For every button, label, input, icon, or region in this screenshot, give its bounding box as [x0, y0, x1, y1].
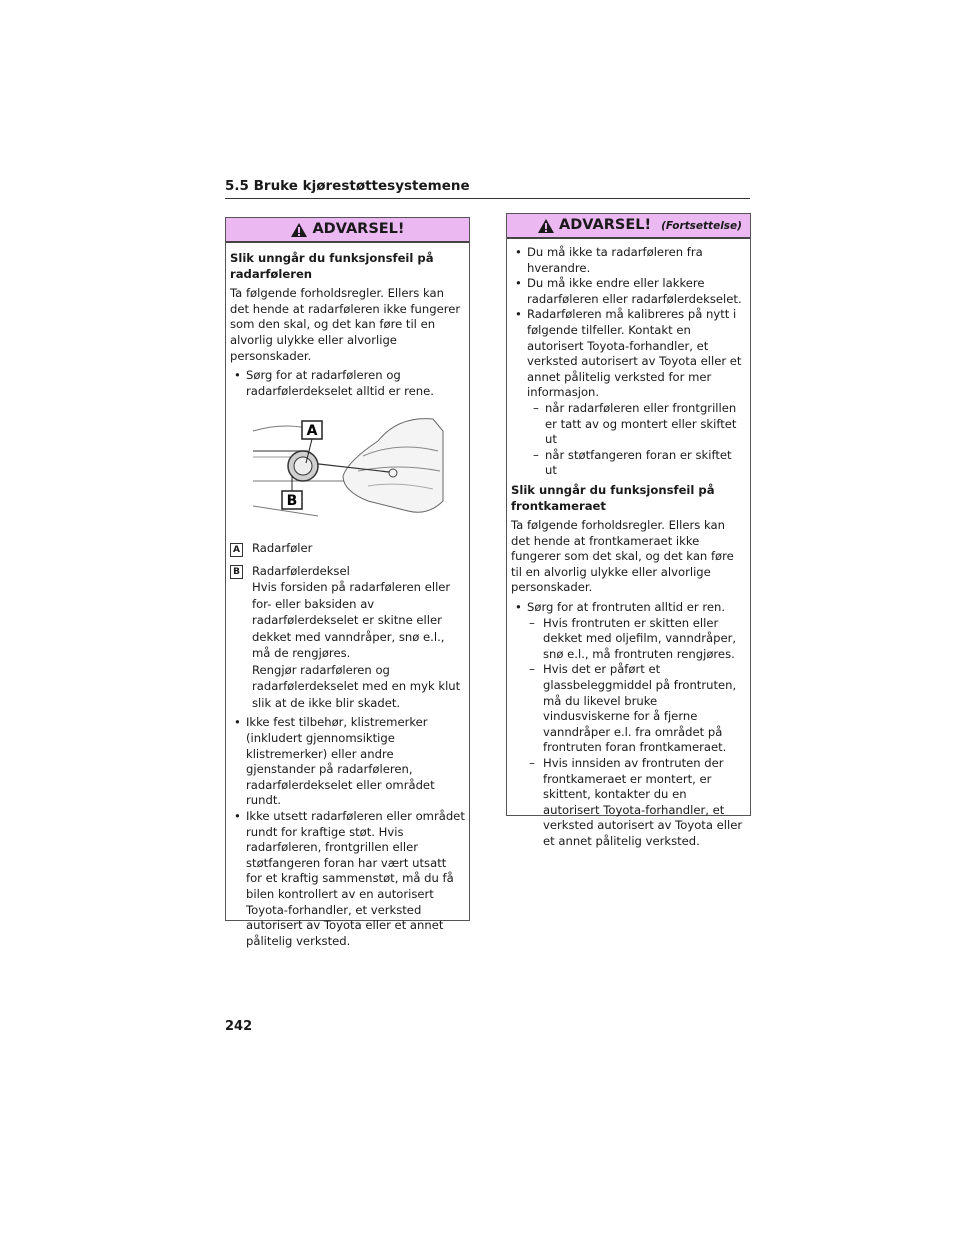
bullet-item: • Ikke fest tilbehør, klistremerker (inkludert gjennomsiktige klistremerker) eller andre gjenstander på radarføleren, radarfølerdekselet eller området rundt.	[230, 715, 465, 809]
dash-item: – Hvis innsiden av frontruten der frontkameraet er montert, er skittent, kontakter du en autorisert Toyota-forhandler, et verksted autorisert av Toyota eller et annet pålitelig verksted.	[523, 756, 746, 850]
subheading-radar: Slik unngår du funksjonsfeil på radarføleren	[230, 251, 434, 281]
warning-title: ADVARSEL!	[559, 216, 652, 233]
warning-title: ADVARSEL!	[312, 220, 405, 237]
legend-item-a	[230, 541, 465, 557]
legend-note-2: Rengjør radarføleren og radarfølerdekselet med en myk klut slik at de ikke blir skadet.	[252, 662, 461, 710]
figure-label-a: A	[306, 423, 317, 440]
continued-label: (Fortsettelse)	[661, 219, 742, 232]
figure-label-b: B	[286, 493, 297, 510]
bullet-item: • Du må ikke endre eller lakkere radarføleren eller radarfølerdekselet.	[511, 276, 746, 307]
warning-header	[226, 218, 469, 243]
warning-triangle-icon	[290, 222, 308, 238]
dash-item: – når støtfangeren foran er skiftet ut	[521, 448, 746, 479]
legend-text-a: Radarføler	[252, 541, 313, 556]
intro-text: Ta følgende forholdsregler. Ellers kan det hende at radarføleren ikke fungerer som den skal, og det kan føre til en alvorlig ulykke eller alvorlige personskader.	[230, 286, 461, 363]
radar-sensor-illustration	[248, 411, 448, 531]
warning-box-right	[506, 213, 751, 848]
legend-text-b: Radarfølerdeksel	[252, 563, 350, 578]
warning-box-left	[225, 217, 470, 948]
bullet-item: • Radarføleren må kalibreres på nytt i følgende tilfeller. Kontakt en autorisert Toyota-forhandler, et verksted autorisert av Toyota eller et annet pålitelig verksted for mer informasjon.	[511, 307, 746, 401]
bullet-item: • Du må ikke ta radarføleren fra hverandre.	[511, 245, 746, 276]
legend-note-1: Hvis forsiden på radarføleren eller for- eller baksiden av radarfølerdekselet er skitne eller dekket med vanndråper, snø e.l., må de rengjøres.	[252, 580, 451, 661]
bullet-item: • Sørg for at frontruten alltid er ren.	[511, 600, 746, 616]
section-header: 5.5 Bruke kjørestøttesystemene	[225, 178, 750, 199]
page-number: 242	[225, 1019, 253, 1034]
legend-tag-a: A	[230, 543, 243, 557]
warning-header-continued	[507, 214, 750, 239]
dash-item: – Hvis frontruten er skitten eller dekket med oljefilm, vanndråper, snø e.l., må frontruten rengjøres.	[523, 616, 746, 663]
warning-triangle-icon	[537, 218, 555, 234]
bullet-item: • Sørg for at radarføleren og radarfølerdekselet alltid er rene.	[230, 368, 465, 399]
legend-item-b	[230, 563, 465, 712]
legend-tag-b: B	[230, 565, 243, 579]
dash-item: – når radarføleren eller frontgrillen er tatt av og montert eller skiftet ut	[521, 401, 746, 448]
bullet-item: • Ikke utsett radarføleren eller området rundt for kraftige støt. Hvis radarføleren, frontgrillen eller støtfangeren foran har vært utsatt for et kraftig sammenstøt, må du få bilen kontrollert av en autorisert Toyota-forhandler, et verksted autorisert av Toyota eller et annet pålitelig verksted.	[230, 809, 465, 949]
dash-item: – Hvis det er påført et glassbeleggmiddel på frontruten, må du likevel bruke vindusviskerne for å fjerne vanndråper e.l. fra området på frontruten foran frontkameraet.	[523, 662, 746, 756]
intro-text: Ta følgende forholdsregler. Ellers kan det hende at frontkameraet ikke fungerer som det skal, og det kan føre til en alvorlig ulykke eller alvorlige personskader.	[511, 518, 734, 595]
subheading-camera: Slik unngår du funksjonsfeil på frontkameraet	[511, 482, 715, 513]
